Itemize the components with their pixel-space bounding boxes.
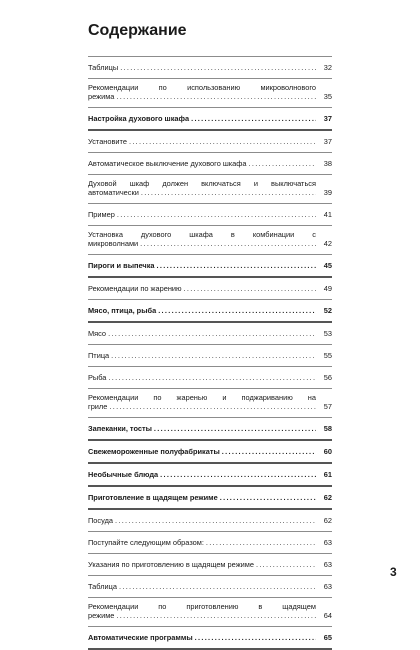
toc-entry-line: Свежемороженные полуфабрикаты ..... bbox=[88, 447, 316, 456]
toc-entry-page: 37 bbox=[323, 114, 332, 123]
toc-entry-page: 63 bbox=[323, 560, 332, 569]
dot-leader bbox=[157, 261, 316, 270]
toc-entry[interactable] bbox=[88, 441, 332, 464]
toc-entry-page: 38 bbox=[323, 159, 332, 168]
page-title: Содержание bbox=[88, 22, 187, 39]
dot-leader bbox=[108, 373, 316, 382]
dot-leader bbox=[116, 611, 316, 620]
toc-entry-line: Настройка духового шкафа ..... bbox=[88, 114, 316, 123]
toc-entry-title bbox=[88, 560, 316, 569]
toc-entry-title bbox=[88, 179, 316, 197]
toc-entry[interactable] bbox=[88, 627, 332, 650]
toc-entry-title bbox=[88, 393, 316, 411]
toc-entry-title bbox=[88, 114, 316, 123]
toc-entry-line: Духовой шкаф должен включаться и выключаться bbox=[88, 179, 316, 188]
toc-entry[interactable] bbox=[88, 153, 332, 175]
toc-entry-page: 32 bbox=[323, 63, 332, 72]
toc-entry[interactable] bbox=[88, 367, 332, 389]
toc-entry[interactable] bbox=[88, 175, 332, 204]
dot-leader bbox=[220, 493, 316, 502]
dot-leader bbox=[184, 284, 316, 293]
table-of-contents bbox=[88, 56, 332, 650]
toc-entry-line: Рекомендации по использованию микроволнового bbox=[88, 83, 316, 92]
toc-entry-line: Пример ..... bbox=[88, 210, 316, 219]
toc-entry[interactable] bbox=[88, 278, 332, 300]
toc-entry-title bbox=[88, 137, 316, 146]
dot-leader bbox=[222, 447, 316, 456]
dot-leader bbox=[256, 560, 316, 569]
dot-leader bbox=[160, 470, 316, 479]
toc-entry-page: 49 bbox=[323, 284, 332, 293]
toc-entry-line: Необычные блюда ..... bbox=[88, 470, 316, 479]
toc-entry-page: 57 bbox=[323, 402, 332, 411]
dot-leader bbox=[115, 516, 316, 525]
toc-entry-title bbox=[88, 602, 316, 620]
toc-entry-line: автоматически ..... bbox=[88, 188, 316, 197]
toc-entry[interactable] bbox=[88, 131, 332, 153]
toc-entry[interactable] bbox=[88, 300, 332, 323]
toc-entry-line: микроволнами ..... bbox=[88, 239, 316, 248]
toc-entry-line: Приготовление в щадящем режиме ..... bbox=[88, 493, 316, 502]
toc-entry-line: Запеканки, тосты ..... bbox=[88, 424, 316, 433]
toc-entry-title bbox=[88, 516, 316, 525]
toc-entry-title bbox=[88, 210, 316, 219]
toc-entry-line: Таблица ..... bbox=[88, 582, 316, 591]
toc-entry-line: Автоматические программы ..... bbox=[88, 633, 316, 642]
toc-entry-page: 35 bbox=[323, 92, 332, 101]
toc-entry-title bbox=[88, 373, 316, 382]
toc-entry-line: Таблицы ..... bbox=[88, 63, 316, 72]
toc-entry-page: 53 bbox=[323, 329, 332, 338]
toc-entry-line: Рекомендации по приготовлению в щадящем bbox=[88, 602, 316, 611]
toc-entry-line: Рекомендации по жарению ..... bbox=[88, 284, 316, 293]
toc-entry-line: Мясо, птица, рыба ..... bbox=[88, 306, 316, 315]
toc-entry[interactable] bbox=[88, 510, 332, 532]
toc-entry-title bbox=[88, 351, 316, 360]
toc-entry-page: 45 bbox=[323, 261, 332, 270]
toc-entry-page: 37 bbox=[323, 137, 332, 146]
toc-entry-page: 55 bbox=[323, 351, 332, 360]
toc-entry-title bbox=[88, 582, 316, 591]
toc-entry-title bbox=[88, 306, 316, 315]
toc-entry-title bbox=[88, 424, 316, 433]
toc-entry-title bbox=[88, 261, 316, 270]
toc-entry-line: Установите ..... bbox=[88, 137, 316, 146]
dot-leader bbox=[119, 582, 316, 591]
toc-entry-page: 62 bbox=[323, 516, 332, 525]
toc-entry[interactable] bbox=[88, 204, 332, 226]
toc-entry[interactable] bbox=[88, 57, 332, 79]
toc-entry-page: 42 bbox=[323, 239, 332, 248]
toc-entry-line: Рыба ..... bbox=[88, 373, 316, 382]
toc-entry[interactable] bbox=[88, 345, 332, 367]
toc-entry-page: 56 bbox=[323, 373, 332, 382]
toc-entry[interactable] bbox=[88, 389, 332, 418]
toc-entry-page: 41 bbox=[323, 210, 332, 219]
toc-entry[interactable] bbox=[88, 464, 332, 487]
toc-entry[interactable] bbox=[88, 79, 332, 108]
toc-entry-line: режима ..... bbox=[88, 92, 316, 101]
toc-entry-title bbox=[88, 63, 316, 72]
toc-entry[interactable] bbox=[88, 532, 332, 554]
dot-leader bbox=[108, 329, 316, 338]
toc-entry[interactable] bbox=[88, 226, 332, 255]
toc-entry-page: 52 bbox=[323, 306, 332, 315]
toc-entry-page: 60 bbox=[323, 447, 332, 456]
toc-entry-page: 62 bbox=[323, 493, 332, 502]
toc-entry-page: 63 bbox=[323, 538, 332, 547]
dot-leader bbox=[195, 633, 316, 642]
toc-entry-page: 64 bbox=[323, 611, 332, 620]
toc-entry-page: 39 bbox=[323, 188, 332, 197]
toc-entry-line: Посуда ..... bbox=[88, 516, 316, 525]
page-number: 3 bbox=[390, 565, 397, 579]
toc-entry-line: Мясо ..... bbox=[88, 329, 316, 338]
toc-entry-line: Указания по приготовлению в щадящем режиме ..... bbox=[88, 560, 316, 569]
dot-leader bbox=[191, 114, 316, 123]
toc-entry-title bbox=[88, 329, 316, 338]
dot-leader bbox=[158, 306, 316, 315]
toc-entry-page: 65 bbox=[323, 633, 332, 642]
toc-entry-page: 63 bbox=[323, 582, 332, 591]
toc-entry-line: Автоматическое выключение духового шкафа ..... bbox=[88, 159, 316, 168]
toc-entry[interactable] bbox=[88, 418, 332, 441]
toc-entry-page: 61 bbox=[323, 470, 332, 479]
toc-entry[interactable] bbox=[88, 108, 332, 131]
dot-leader bbox=[109, 402, 316, 411]
toc-entry-title bbox=[88, 538, 316, 547]
dot-leader bbox=[248, 159, 316, 168]
toc-entry-line: Пироги и выпечка ..... bbox=[88, 261, 316, 270]
toc-entry[interactable] bbox=[88, 554, 332, 576]
dot-leader bbox=[120, 63, 316, 72]
toc-entry-line: Птица ..... bbox=[88, 351, 316, 360]
toc-entry-title bbox=[88, 159, 316, 168]
toc-entry-title bbox=[88, 284, 316, 293]
dot-leader bbox=[140, 239, 316, 248]
dot-leader bbox=[206, 538, 316, 547]
toc-entry-title bbox=[88, 447, 316, 456]
dot-leader bbox=[117, 210, 316, 219]
dot-leader bbox=[141, 188, 316, 197]
dot-leader bbox=[116, 92, 316, 101]
toc-entry-line: режиме ..... bbox=[88, 611, 316, 620]
toc-entry-line: Поступайте следующим образом: ..... bbox=[88, 538, 316, 547]
toc-entry-title bbox=[88, 230, 316, 248]
toc-entry[interactable] bbox=[88, 255, 332, 278]
toc-entry[interactable] bbox=[88, 598, 332, 627]
dot-leader bbox=[129, 137, 316, 146]
toc-entry[interactable] bbox=[88, 487, 332, 510]
toc-entry-title bbox=[88, 493, 316, 502]
dot-leader bbox=[154, 424, 316, 433]
toc-entry-line: Установка духового шкафа в комбинации с bbox=[88, 230, 316, 239]
toc-entry-line: гриле ..... bbox=[88, 402, 316, 411]
toc-entry-title bbox=[88, 470, 316, 479]
toc-entry-title bbox=[88, 633, 316, 642]
toc-entry-title bbox=[88, 83, 316, 101]
toc-entry-line: Рекомендации по жаренью и поджариванию на bbox=[88, 393, 316, 402]
toc-entry[interactable] bbox=[88, 323, 332, 345]
dot-leader bbox=[111, 351, 316, 360]
toc-entry-page: 58 bbox=[323, 424, 332, 433]
